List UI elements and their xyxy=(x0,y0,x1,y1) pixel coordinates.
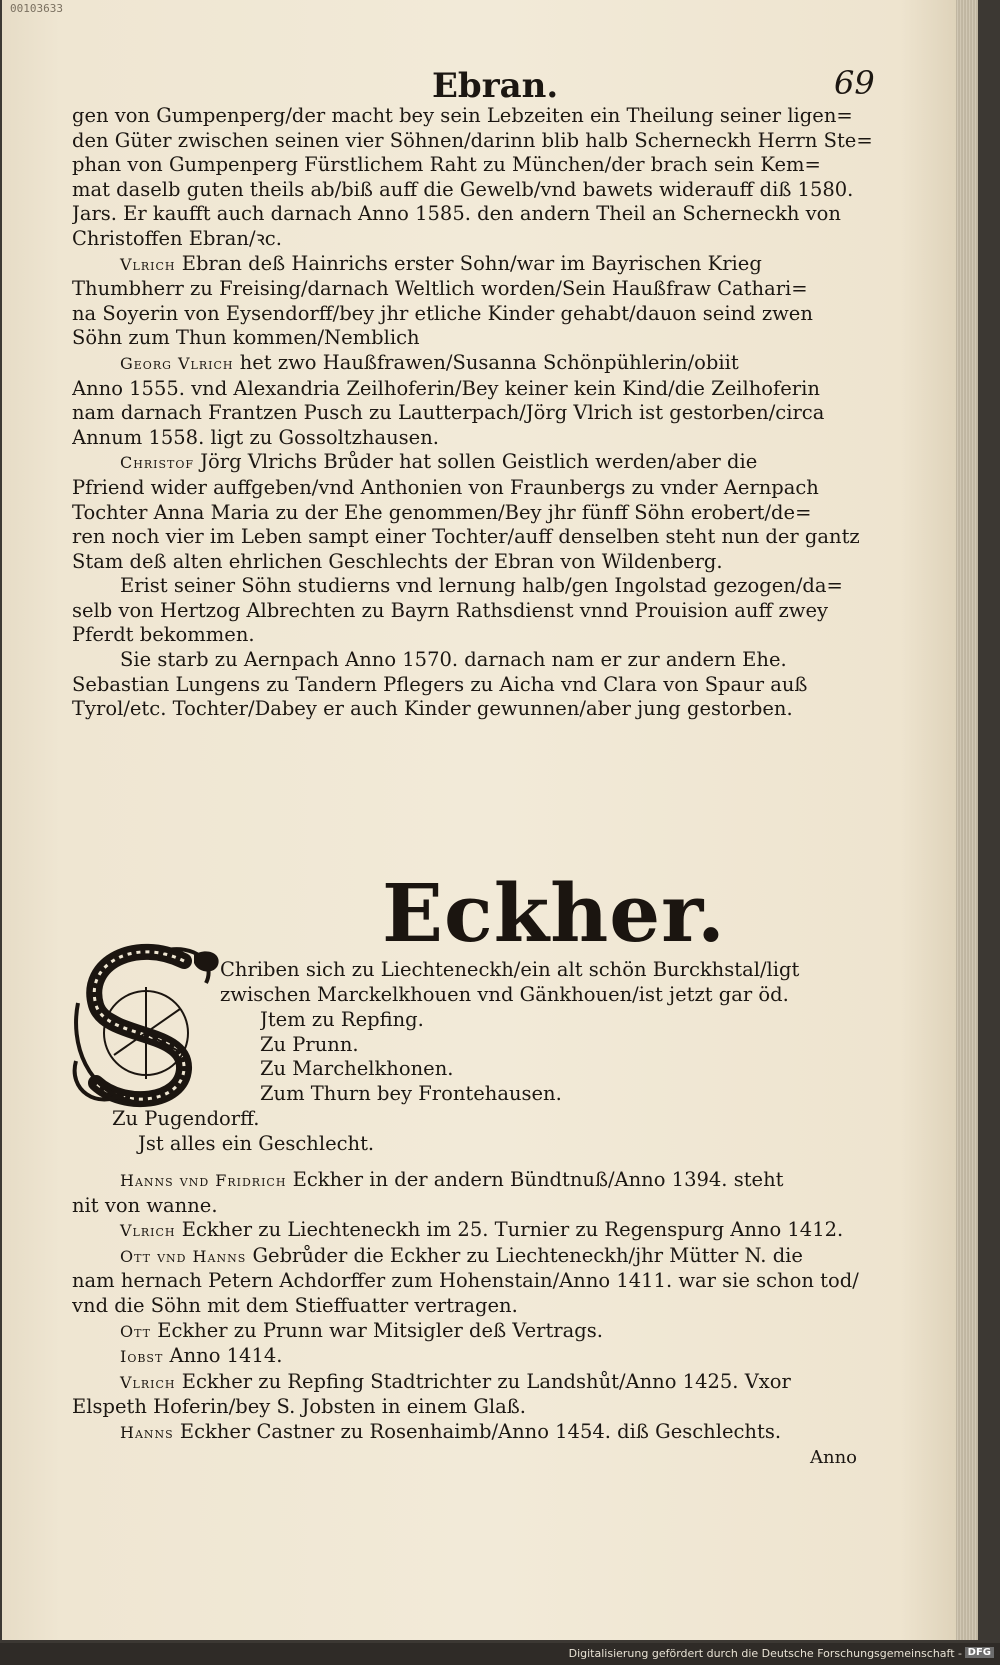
text-line: Tyrol/etc. Tochter/Dabey er auch Kinder gewunnen/aber jung gestorben. xyxy=(72,697,793,721)
paragraph-vlrich: Vlrich Ebran deß Hainrichs erster Sohn/war im Bayrischen Krieg xyxy=(120,251,762,275)
text-line: Tochter Anna Maria zu der Ehe genommen/Bey jhr fünff Söhn erobert/de= xyxy=(72,500,812,524)
footer-credit: Digitalisierung gefördert durch die Deutsche Forschungsgemeinschaft - xyxy=(568,1647,962,1660)
text-line: Jst alles ein Geschlecht. xyxy=(138,1131,375,1155)
person-name: Hanns vnd Fridrich xyxy=(120,1171,287,1190)
text-line: na Soyerin von Eysendorff/bey jhr etliche Kinder gehabt/dauon seind zwen xyxy=(72,301,813,325)
person-name: Georg Vlrich xyxy=(120,353,234,373)
text-line: Annum 1558. ligt zu Gossoltzhausen. xyxy=(72,425,439,449)
entry-line: Hanns vnd Fridrich Eckher in der andern Bündtnuß/Anno 1394. steht xyxy=(120,1168,784,1191)
text-line: nam darnach Frantzen Pusch zu Lautterpach/Jörg Vlrich ist gestorben/circa xyxy=(72,401,825,425)
initial-letter: S xyxy=(66,943,67,944)
running-head: Ebran. xyxy=(432,66,559,106)
entry-line: Vlrich Eckher zu Repfing Stadtrichter zu Landshůt/Anno 1425. Vxor xyxy=(120,1369,791,1393)
catchword: Anno xyxy=(810,1447,858,1468)
text-line: mat daselb guten theils ab/biß auff die Gewelb/vnd bawets widerauff diß 1580. xyxy=(72,177,854,201)
paragraph-christof: Christof Jörg Vlrichs Brůder hat sollen Geistlich werden/aber die xyxy=(120,450,758,474)
text-line: Christoffen Ebran/ꝛc. xyxy=(72,226,282,250)
text-line: ren noch vier im Leben sampt einer Tochter/auff denselben steht nun der gantz xyxy=(72,525,860,549)
list-item: Zu Prunn. xyxy=(260,1032,359,1056)
section-title: Eckher. xyxy=(382,866,726,960)
text-line: vnd die Söhn mit dem Stieffuatter vertragen. xyxy=(72,1293,518,1317)
page-number: 69 xyxy=(834,64,875,102)
text-line: nit von wanne. xyxy=(72,1193,218,1217)
text-line: selb von Hertzog Albrechten zu Bayrn Rathsdienst vnnd Prouision auff zwey xyxy=(72,598,829,622)
text-line: Zu Pugendorff. xyxy=(112,1107,260,1130)
person-name: Vlrich xyxy=(120,1372,176,1392)
text-line: Elspeth Hoferin/bey S. Jobsten in einem Glaß. xyxy=(72,1395,526,1419)
text-line: gen von Gumpenperg/der macht bey sein Lebzeiten ein Theilung seiner ligen= xyxy=(72,104,853,127)
entry-line: Vlrich Eckher zu Liechteneckh im 25. Turnier zu Regenspurg Anno 1412. xyxy=(120,1218,844,1242)
text-line: Stam deß alten ehrlichen Geschlechts der Ebran von Wildenberg. xyxy=(72,549,723,573)
text-line: Söhn zum Thun kommen/Nemblich xyxy=(72,326,420,350)
book-page xyxy=(2,0,978,1640)
scan-stamp: 00103633 xyxy=(10,2,63,15)
entry-line: Hanns Eckher Castner zu Rosenhaimb/Anno 1454. diß Geschlechts. xyxy=(120,1419,782,1443)
text-line: Pfriend wider auffgeben/vnd Anthonien von Fraunbergs zu vnder Aernpach xyxy=(72,475,819,499)
entry-line: Ott Eckher zu Prunn war Mitsigler deß Vertrags. xyxy=(120,1318,603,1342)
ebran-text-block xyxy=(72,104,880,722)
text-line: nam hernach Petern Achdorffer zum Hohenstain/Anno 1411. war sie schon tod/ xyxy=(72,1269,859,1293)
eckher-entries xyxy=(72,1168,880,1446)
eckher-intro xyxy=(220,958,880,1007)
text-line: Anno 1555. vnd Alexandria Zeilhoferin/Bey keiner kein Kind/die Zeilhoferin xyxy=(72,376,820,400)
person-name: Ott xyxy=(120,1321,151,1341)
digitization-footer xyxy=(0,1643,1000,1665)
text-line: Erist seiner Söhn studierns vnd lernung halb/gen Ingolstad gezogen/da= xyxy=(120,574,843,598)
person-name: Hanns xyxy=(120,1422,174,1442)
person-name: Vlrich xyxy=(120,1221,176,1241)
person-name: Ott vnd Hanns xyxy=(120,1246,247,1266)
entry-line: Ott vnd Hanns Gebrůder die Eckher zu Liechteneckh/jhr Mütter N. die xyxy=(120,1243,803,1267)
dfg-logo-icon: DFG xyxy=(965,1647,994,1658)
text-line: phan von Gumpenperg Fürstlichem Raht zu München/der brach sein Kem= xyxy=(72,153,821,177)
eckher-places xyxy=(260,1008,860,1106)
text-line: den Güter zwischen seinen vier Söhnen/darinn blib halb Scherneckh Herrn Ste= xyxy=(72,128,873,152)
eckher-after xyxy=(112,1107,872,1156)
list-item: Zu Marchelkhonen. xyxy=(260,1057,454,1081)
entry-line: Iobst Anno 1414. xyxy=(120,1344,283,1368)
page-edge xyxy=(956,0,978,1640)
text-line: zwischen Marckelkhouen vnd Gänkhouen/ist jetzt gar öd. xyxy=(220,982,789,1006)
person-name: Iobst xyxy=(120,1347,164,1367)
person-name: Christof xyxy=(120,453,194,473)
text-line: Chriben sich zu Liechteneckh/ein alt schön Burckhstal/ligt xyxy=(220,958,800,981)
text-line: Jars. Er kaufft auch darnach Anno 1585. den andern Theil an Scherneckh von xyxy=(72,202,841,226)
list-item: Jtem zu Repfing. xyxy=(260,1008,424,1031)
person-name: Vlrich xyxy=(120,254,176,274)
text-line: Sie starb zu Aernpach Anno 1570. darnach nam er zur andern Ehe. xyxy=(120,648,787,672)
text-line: Pferdt bekommen. xyxy=(72,623,255,647)
paragraph-georg: Georg Vlrich het zwo Haußfrawen/Susanna Schönpühlerin/obiit xyxy=(120,350,739,374)
decorated-initial-s-icon xyxy=(66,943,224,1113)
text-line: Thumbherr zu Freising/darnach Weltlich worden/Sein Haußfraw Cathari= xyxy=(72,277,808,301)
list-item: Zum Thurn bey Frontehausen. xyxy=(260,1081,562,1105)
text-line: Sebastian Lungens zu Tandern Pflegers zu Aicha vnd Clara von Spaur auß xyxy=(72,672,808,696)
